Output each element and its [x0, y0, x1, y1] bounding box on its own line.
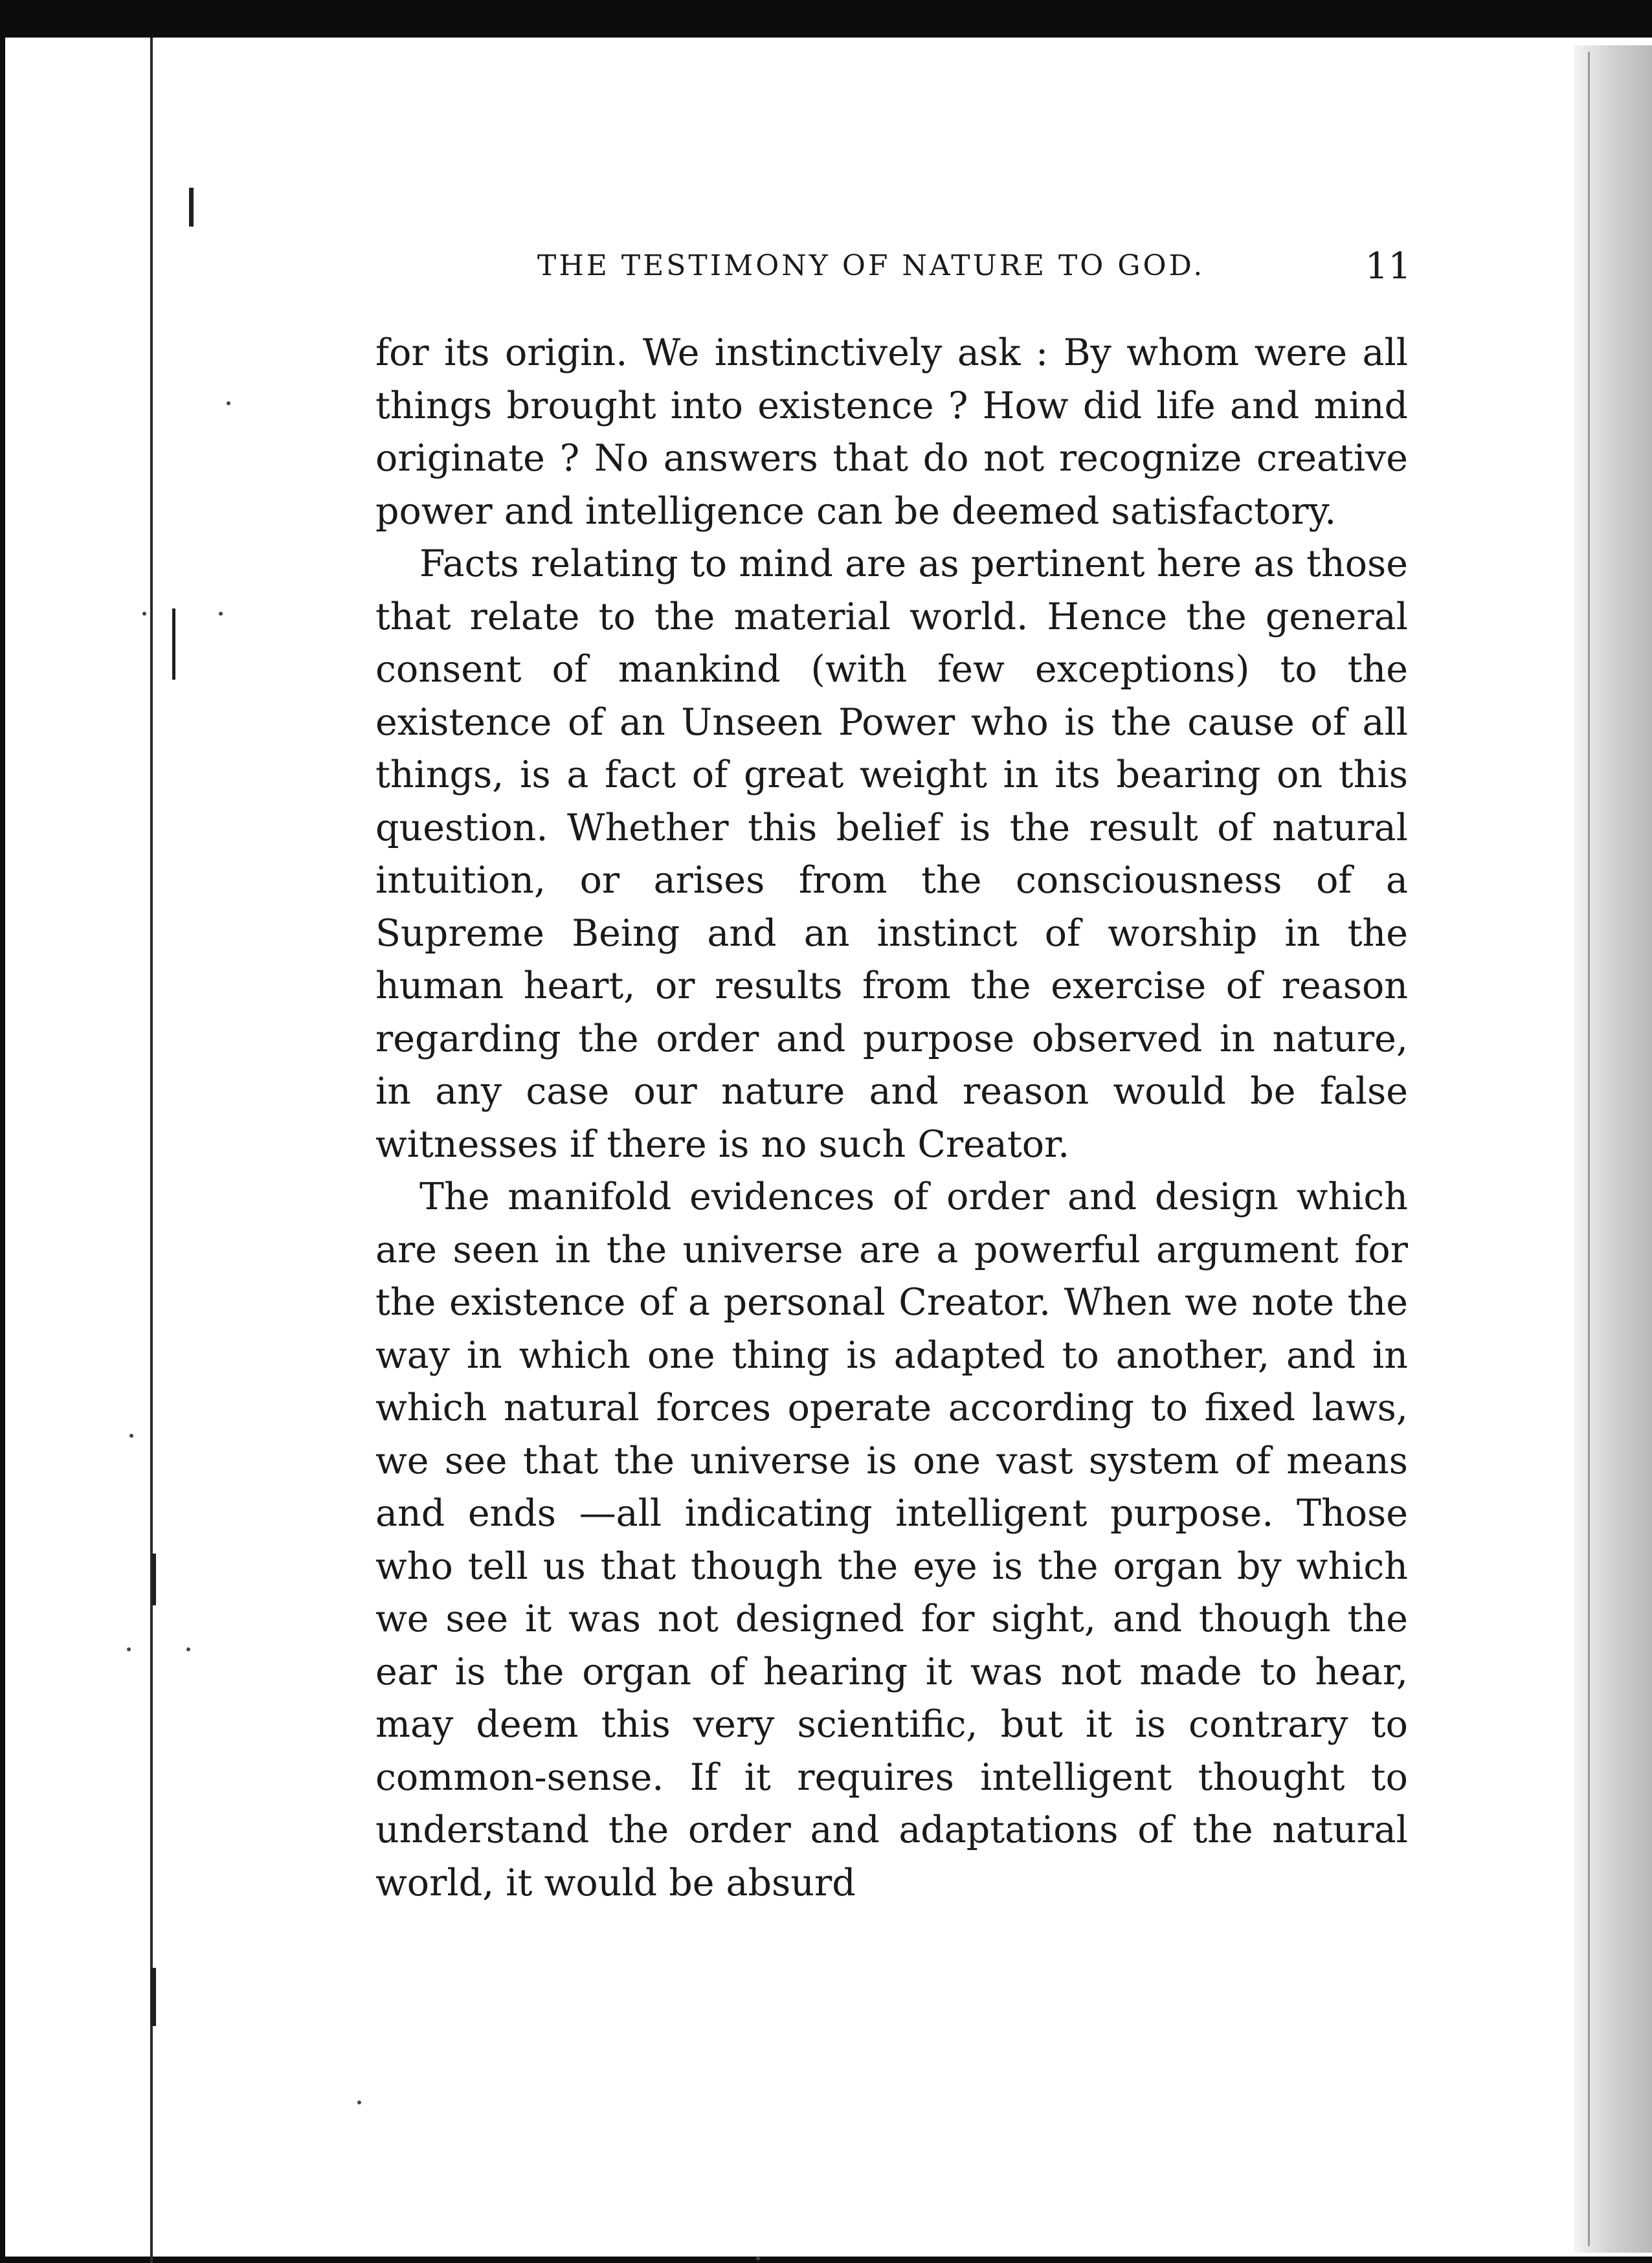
gutter-mark [189, 188, 194, 227]
scan-speck [129, 1434, 133, 1438]
scan-speck [357, 2101, 361, 2104]
scan-speck [219, 612, 223, 616]
scan-speck [127, 1647, 131, 1651]
page-header [537, 245, 1411, 288]
page-edge-line [1588, 52, 1590, 2246]
body-text [375, 327, 1408, 1910]
running-head: THE TESTIMONY OF NATURE TO GOD. [537, 249, 1205, 282]
paragraph-continued: for its origin. We instinctively ask : By whom were all things brought into existence ? How did life and mind originate ? No answers that do not recognize creative power and intelligence can be deemed satisfactory. [375, 331, 1408, 533]
gutter-mark [172, 608, 175, 680]
scan-speck [756, 2257, 760, 2260]
scan-border-top [0, 0, 1652, 38]
scan-speck [227, 401, 230, 405]
scan-border-left [0, 0, 5, 2263]
paragraph: Facts relating to mind are as pertinent here as those that relate to the material world. Hence the general consent of mankind (with few exceptions) to the existence of an Unseen Power who is the cause of all things, is a fact of great weight in its bearing on this question. Whether this belief is the result of natural intuition, or arises from the consciousness of a Supreme Being and an instinct of worship in the human heart, or results from the exercise of reason regarding the order and purpose observed in nature, in any case our nature and reason would be false witnesses if there is no such Creator. [375, 542, 1408, 1166]
scan-border-bottom [0, 2257, 1652, 2263]
paragraph: The manifold evidences of order and design which are seen in the universe are a powerful argument for the existence of a personal Creator. When we note the way in which one thing is adapted to another, and in which natural forces operate according to fixed laws, we see that the universe is one vast system of means and ends —all indicating intelligent purpose. Those who tell us that though the eye is the organ by which we see it was not designed for sight, and though the ear is the organ of hearing it was not made to hear, may deem this very scientific, but it is contrary to common-sense. If it requires intelligent thought to understand the order and adaptations of the natural world, it would be absurd [375, 1176, 1408, 1904]
gutter-mark [151, 1968, 156, 2026]
page-number: 11 [1365, 245, 1411, 287]
page-edge-shadow [1574, 45, 1652, 2253]
scan-speck [186, 1647, 190, 1651]
gutter-mark [152, 1554, 156, 1605]
binding-gutter-line [150, 38, 153, 2263]
scan-speck [142, 612, 146, 616]
